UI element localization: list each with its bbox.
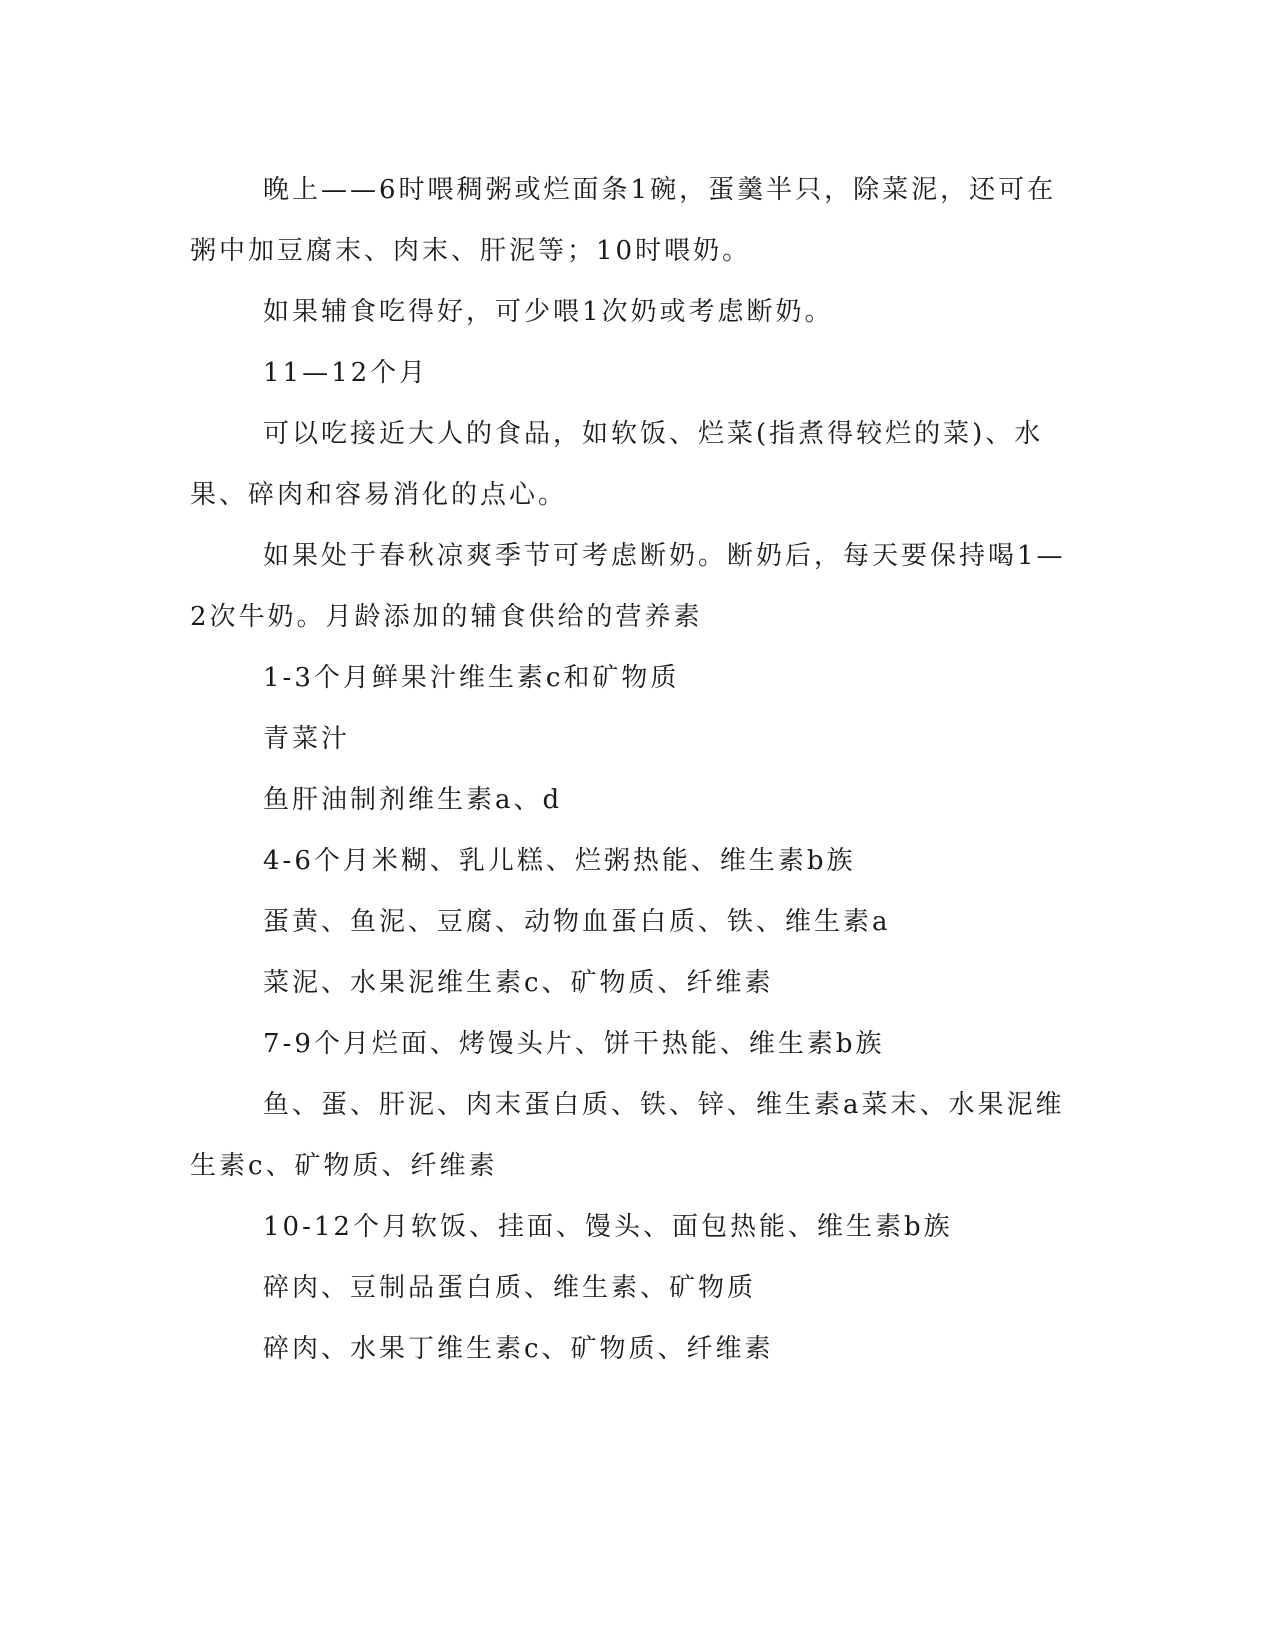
paragraph-minced-meat-soy: 碎肉、豆制品蛋白质、维生素、矿物质 [263,1273,757,1303]
paragraph-minced-meat-fruit: 碎肉、水果丁维生素c、矿物质、纤维素 [263,1334,774,1364]
paragraph-nutrient-1-3-months: 1-3个月鲜果汁维生素c和矿物质 [263,663,680,693]
paragraph-wean-option: 如果辅食吃得好，可少喂1次奶或考虑断奶。 [263,297,834,327]
paragraph-cod-liver-oil: 鱼肝油制剂维生素a、d [263,785,563,815]
paragraph-vegetable-juice: 青菜汁 [263,724,351,754]
document-body [190,160,1070,1380]
paragraph-age-heading: 11—12个月 [263,358,429,388]
paragraph-nutrient-10-12-months: 10-12个月软饭、挂面、馒头、面包热能、维生素b族 [263,1212,953,1242]
paragraph-fish-egg: 鱼、蛋、肝泥、肉末蛋白质、铁、锌、维生素a菜末、水果泥维生素c、矿物质、纤维素 [190,1090,1065,1181]
paragraph-adult-food: 可以吃接近大人的食品，如软饭、烂菜(指煮得较烂的菜)、水果、碎肉和容易消化的点心。 [190,419,1044,510]
paragraph-weaning-season: 如果处于春秋凉爽季节可考虑断奶。断奶后，每天要保持喝1—2次牛奶。月龄添加的辅食供给的营养素 [190,541,1066,632]
paragraph-nutrient-4-6-months: 4-6个月米糊、乳儿糕、烂粥热能、维生素b族 [263,846,856,876]
paragraph-vegetable-puree: 菜泥、水果泥维生素c、矿物质、纤维素 [263,968,774,998]
paragraph-evening-feeding: 晚上——6时喂稠粥或烂面条1碗，蛋羹半只，除菜泥，还可在粥中加豆腐末、肉末、肝泥等；10时喂奶。 [190,175,1057,266]
paragraph-nutrient-7-9-months: 7-9个月烂面、烤馒头片、饼干热能、维生素b族 [263,1029,885,1059]
paragraph-egg-yolk: 蛋黄、鱼泥、豆腐、动物血蛋白质、铁、维生素a [263,907,891,937]
